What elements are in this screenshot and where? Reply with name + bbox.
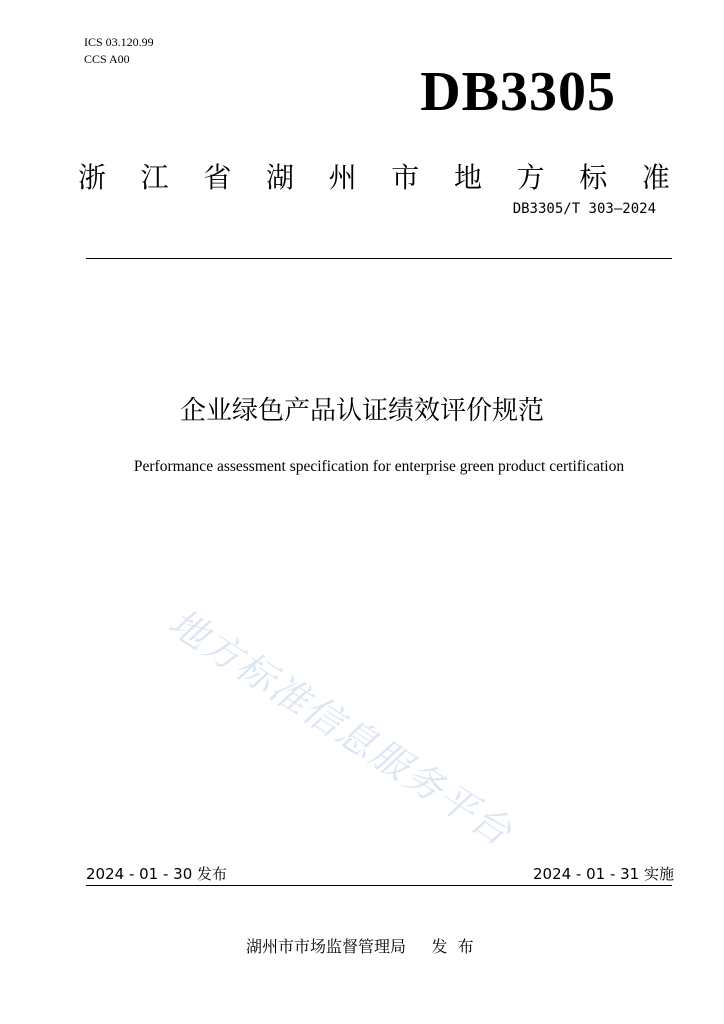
category-char: 准 [641, 161, 670, 194]
category-char: 浙 [78, 161, 107, 194]
bottom-divider [86, 885, 672, 886]
top-divider [86, 258, 672, 259]
ccs-code: CCS A00 [84, 52, 130, 66]
category-char: 江 [140, 161, 169, 194]
issue-date: 2024 - 01 - 30 发布 [86, 865, 228, 883]
implementation-date: 2024 - 01 - 31 实施 [532, 865, 674, 883]
title-chinese: 企业绿色产品认证绩效评价规范 [179, 396, 544, 426]
db-logo: DB3305 [420, 61, 616, 123]
category-char: 州 [328, 161, 357, 194]
category-char: 湖 [265, 161, 294, 194]
category-char: 地 [453, 161, 482, 194]
title-english: Performance assessment specification for enterprise green product certification [133, 458, 625, 475]
category-char: 市 [391, 161, 420, 194]
category-char: 方 [516, 161, 545, 194]
publisher: 湖州市市场监督管理局 发 布 [246, 937, 474, 956]
category-char: 标 [579, 161, 608, 194]
category-char: 省 [203, 161, 232, 194]
ics-code: ICS 03.120.99 [84, 35, 154, 49]
standard-number: DB3305/T 303—2024 [512, 201, 656, 217]
watermark: 地方标准信息服务平台 [161, 600, 521, 855]
standard-category [78, 160, 670, 196]
